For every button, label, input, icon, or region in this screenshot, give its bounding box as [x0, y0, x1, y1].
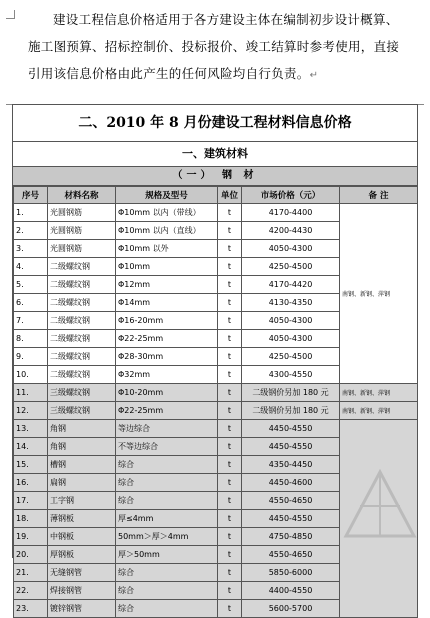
cell-no: 6. — [14, 294, 48, 312]
cell-price: 4550-4650 — [242, 546, 340, 564]
table-row — [14, 420, 418, 438]
cell-spec: Φ10-20mm — [116, 384, 218, 402]
cell-price: 4050-4300 — [242, 312, 340, 330]
intro-text: 建设工程信息价格适用于各方建设主体在编制初步设计概算、施工图预算、招标控制价、投标报价、竣工结算时参考使用，直接引用该信息价格由此产生的任何风险均自行负责。 — [28, 12, 400, 81]
cell-spec: 50mm＞厚＞4mm — [116, 528, 218, 546]
cell-no: 23. — [14, 600, 48, 618]
cell-unit: t — [218, 564, 242, 582]
cell-spec: Φ10mm — [116, 258, 218, 276]
cell-no: 14. — [14, 438, 48, 456]
cell-price: 4750-4850 — [242, 528, 340, 546]
cell-price: 二级钢价另加 180 元 — [242, 384, 340, 402]
cell-price: 4130-4350 — [242, 294, 340, 312]
cell-spec: 厚≤4mm — [116, 510, 218, 528]
cell-unit: t — [218, 492, 242, 510]
cell-spec: 综合 — [116, 582, 218, 600]
cell-spec: Φ12mm — [116, 276, 218, 294]
col-header-unit: 单位 — [218, 187, 242, 204]
table-header-row — [14, 187, 418, 204]
cell-name: 三级螺纹钢 — [48, 402, 116, 420]
cell-unit: t — [218, 456, 242, 474]
cell-price: 4450-4550 — [242, 438, 340, 456]
cell-name: 二级螺纹钢 — [48, 258, 116, 276]
cell-no: 8. — [14, 330, 48, 348]
cell-price: 4400-4550 — [242, 582, 340, 600]
cell-name: 二级螺纹钢 — [48, 294, 116, 312]
cell-no: 20. — [14, 546, 48, 564]
cell-name: 扁钢 — [48, 474, 116, 492]
price-table — [13, 186, 418, 618]
cell-unit: t — [218, 258, 242, 276]
cell-spec: 综合 — [116, 564, 218, 582]
cell-price: 4050-4300 — [242, 330, 340, 348]
cell-name: 无缝钢管 — [48, 564, 116, 582]
cell-price: 4450-4550 — [242, 510, 340, 528]
cell-name: 光圆钢筋 — [48, 204, 116, 222]
cell-price: 4350-4450 — [242, 456, 340, 474]
cell-no: 10. — [14, 366, 48, 384]
cell-price: 5850-6000 — [242, 564, 340, 582]
cell-spec: Φ10mm 以外 — [116, 240, 218, 258]
cell-name: 槽钢 — [48, 456, 116, 474]
cell-unit: t — [218, 474, 242, 492]
cell-spec: Φ10mm 以内（带线） — [116, 204, 218, 222]
cell-name: 镀锌钢管 — [48, 600, 116, 618]
cell-price: 4050-4300 — [242, 240, 340, 258]
cell-name: 二级螺纹钢 — [48, 312, 116, 330]
cell-name: 工字钢 — [48, 492, 116, 510]
cell-name: 三级螺纹钢 — [48, 384, 116, 402]
cell-name: 二级螺纹钢 — [48, 330, 116, 348]
cell-unit: t — [218, 294, 242, 312]
cell-no: 2. — [14, 222, 48, 240]
cell-price: 4250-4500 — [242, 258, 340, 276]
cell-unit: t — [218, 348, 242, 366]
cell-unit: t — [218, 222, 242, 240]
cell-no: 1. — [14, 204, 48, 222]
subsection-heading: （一） 钢 材 — [13, 167, 417, 186]
paragraph-mark: ↵ — [309, 70, 319, 81]
cell-unit: t — [218, 528, 242, 546]
cell-no: 16. — [14, 474, 48, 492]
cell-note: 南钢、新钢、萍钢 — [340, 204, 418, 384]
cell-spec: 综合 — [116, 456, 218, 474]
cell-no: 11. — [14, 384, 48, 402]
cell-unit: t — [218, 384, 242, 402]
cell-name: 光圆钢筋 — [48, 222, 116, 240]
cell-spec: Φ14mm — [116, 294, 218, 312]
cell-spec: 不等边综合 — [116, 438, 218, 456]
cell-name: 二级螺纹钢 — [48, 348, 116, 366]
cell-unit: t — [218, 546, 242, 564]
cell-name: 二级螺纹钢 — [48, 366, 116, 384]
cell-unit: t — [218, 438, 242, 456]
section-heading: 一、建筑材料 — [13, 142, 417, 167]
cell-no: 15. — [14, 456, 48, 474]
cell-price: 4550-4650 — [242, 492, 340, 510]
cell-spec: Φ22-25mm — [116, 330, 218, 348]
cell-unit: t — [218, 240, 242, 258]
col-header-no: 序号 — [14, 187, 48, 204]
cell-spec: 综合 — [116, 474, 218, 492]
cell-unit: t — [218, 402, 242, 420]
cell-spec: Φ10mm 以内（直线） — [116, 222, 218, 240]
cell-price: 4300-4550 — [242, 366, 340, 384]
cell-unit: t — [218, 312, 242, 330]
cell-unit: t — [218, 330, 242, 348]
cell-no: 19. — [14, 528, 48, 546]
cell-unit: t — [218, 420, 242, 438]
cell-spec: 综合 — [116, 600, 218, 618]
cell-name: 光圆钢筋 — [48, 240, 116, 258]
intro-paragraph — [28, 6, 408, 89]
cell-note: 南钢、新钢、萍钢 — [340, 402, 418, 420]
cell-no: 12. — [14, 402, 48, 420]
cell-unit: t — [218, 510, 242, 528]
cell-no: 4. — [14, 258, 48, 276]
cell-spec: Φ22-25mm — [116, 402, 218, 420]
table-row — [14, 204, 418, 222]
cell-spec: 综合 — [116, 492, 218, 510]
cell-price: 4170-4420 — [242, 276, 340, 294]
cell-unit: t — [218, 600, 242, 618]
cell-price: 4200-4430 — [242, 222, 340, 240]
table-title: 二、2010 年 8 月份建设工程材料信息价格 — [13, 105, 417, 142]
cell-spec: Φ28-30mm — [116, 348, 218, 366]
cell-spec: 厚＞50mm — [116, 546, 218, 564]
cell-name: 二级螺纹钢 — [48, 276, 116, 294]
cell-unit: t — [218, 276, 242, 294]
cell-spec: Φ32mm — [116, 366, 218, 384]
col-header-note: 备 注 — [340, 187, 418, 204]
cell-name: 薄钢板 — [48, 510, 116, 528]
table-row — [14, 402, 418, 420]
cell-name: 厚钢板 — [48, 546, 116, 564]
cell-note: 南钢、新钢、萍钢 — [340, 384, 418, 402]
cell-price: 4450-4600 — [242, 474, 340, 492]
cell-no: 7. — [14, 312, 48, 330]
col-header-price: 市场价格（元） — [242, 187, 340, 204]
cell-unit: t — [218, 204, 242, 222]
cell-price: 5600-5700 — [242, 600, 340, 618]
cell-name: 角钢 — [48, 420, 116, 438]
cell-price: 二级钢价另加 180 元 — [242, 402, 340, 420]
cell-price: 4170-4400 — [242, 204, 340, 222]
cell-no: 17. — [14, 492, 48, 510]
cell-name: 中钢板 — [48, 528, 116, 546]
cell-no: 18. — [14, 510, 48, 528]
cell-spec: 等边综合 — [116, 420, 218, 438]
cell-no: 21. — [14, 564, 48, 582]
col-header-name: 材料名称 — [48, 187, 116, 204]
col-header-spec: 规格及型号 — [116, 187, 218, 204]
cell-no: 9. — [14, 348, 48, 366]
cell-no: 3. — [14, 240, 48, 258]
cell-spec: Φ16-20mm — [116, 312, 218, 330]
table-row — [14, 384, 418, 402]
cell-no: 13. — [14, 420, 48, 438]
cell-price: 4450-4550 — [242, 420, 340, 438]
crop-mark — [6, 10, 15, 19]
cell-no: 5. — [14, 276, 48, 294]
cell-no: 22. — [14, 582, 48, 600]
cell-unit: t — [218, 582, 242, 600]
cell-price: 4250-4500 — [242, 348, 340, 366]
cell-name: 角钢 — [48, 438, 116, 456]
cell-unit: t — [218, 366, 242, 384]
watermark-logo — [340, 466, 420, 546]
cell-name: 焊接钢管 — [48, 582, 116, 600]
